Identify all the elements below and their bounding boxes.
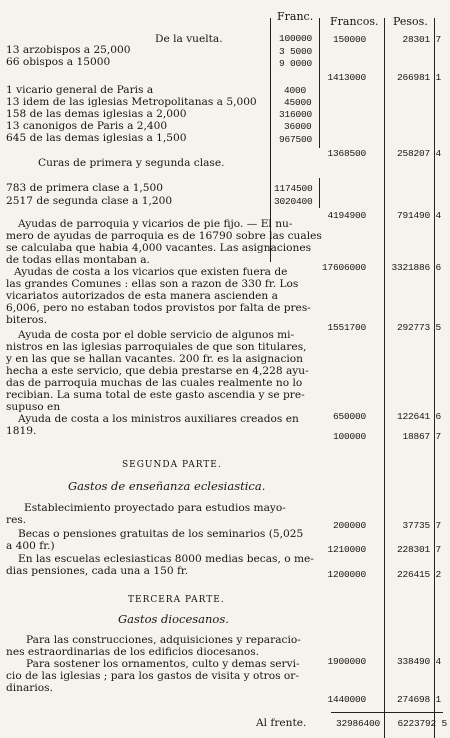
francos-0: 150000 bbox=[332, 34, 366, 45]
line-aux-1: Ayuda de costa a los ministros auxiliares creados en bbox=[18, 413, 299, 425]
line-primera: 783 de primera clase a 1,500 bbox=[6, 182, 164, 194]
line-demas2000: 158 de las demas iglesias a 2,000 bbox=[6, 108, 187, 120]
francos-7: 100000 bbox=[332, 431, 366, 442]
line-canonigos: 13 canonigos de Paris a 2,400 bbox=[6, 120, 168, 132]
line-estab-2: res. bbox=[6, 514, 27, 526]
line-obis: 66 obispos a 15000 bbox=[6, 56, 111, 68]
rule-sub-right bbox=[319, 18, 320, 148]
pesos-8: 37735 7 bbox=[402, 520, 441, 531]
heading-gastos-diocesanos: Gastos diocesanos. bbox=[118, 612, 229, 626]
line-demas1500: 645 de las demas iglesias a 1,500 bbox=[6, 132, 187, 144]
sub-canonigos: 36000 bbox=[284, 121, 312, 132]
pesos-0: 28301 7 bbox=[402, 34, 441, 45]
line-arz: 13 arzobispos a 25,000 bbox=[6, 44, 131, 56]
francos-9: 1210000 bbox=[327, 544, 366, 555]
rule-total bbox=[331, 712, 443, 713]
sub-idem: 45000 bbox=[284, 97, 312, 108]
sub-demas1500: 967500 bbox=[279, 134, 313, 145]
rule-pesos-cents bbox=[434, 18, 435, 738]
francos-4: 17606000 bbox=[321, 262, 366, 273]
line-becas-2: a 400 fr.) bbox=[6, 540, 55, 552]
heading-segunda-parte: SEGUNDA PARTE. bbox=[122, 460, 222, 470]
line-costa-4: 6,006, pero no estaban todos provistos por falta de pres- bbox=[6, 302, 311, 314]
rule-sub-right-2 bbox=[319, 178, 320, 208]
line-doble-1: Ayuda de costa por el doble servicio de algunos mi- bbox=[18, 329, 295, 341]
line-escuelas-2: dias pensiones, cada una a 150 fr. bbox=[6, 565, 189, 577]
francos-total: 32986400 bbox=[335, 718, 380, 729]
francos-11: 1900000 bbox=[327, 656, 366, 667]
sub-primera: 1174500 bbox=[274, 183, 313, 194]
francos-2: 1368500 bbox=[327, 148, 366, 159]
line-doble-5: das de parroquia muchas de las cuales realmente no lo bbox=[6, 377, 303, 389]
pesos-1: 266981 1 bbox=[396, 72, 441, 83]
francos-12: 1440000 bbox=[327, 694, 366, 705]
line-al-frente: Al frente. bbox=[256, 717, 307, 729]
line-costa-3: vicariatos autorizados de esta manera ascienden a bbox=[6, 290, 278, 302]
line-estab-1: Establecimiento proyectado para estudios mayo- bbox=[24, 502, 286, 514]
pesos-5: 292773 5 bbox=[396, 322, 441, 333]
sub-demas2000: 316000 bbox=[279, 109, 313, 120]
line-constr-1: Para las construcciones, adquisiciones y reparacio- bbox=[26, 634, 301, 646]
sub-segunda: 3020400 bbox=[274, 196, 313, 207]
francos-10: 1200000 bbox=[327, 569, 366, 580]
sub-arz: 100000 bbox=[279, 33, 313, 44]
line-ayudas-4: de todas ellas montaban a. bbox=[6, 254, 150, 266]
line-doble-2: nistros en las iglesias parroquiales de que son titulares, bbox=[6, 341, 307, 353]
line-ayudas-3: se calculaba que habia 4,000 vacantes. Las asignaciones bbox=[6, 242, 312, 254]
sub-obis2: 9 0000 bbox=[279, 58, 313, 69]
pesos-total: 6223792 5 bbox=[397, 718, 447, 729]
francos-3: 4194900 bbox=[327, 210, 366, 221]
pesos-9: 228301 7 bbox=[396, 544, 441, 555]
pesos-2: 258207 4 bbox=[396, 148, 441, 159]
line-costa-1: Ayudas de costa a los vicarios que existen fuera de bbox=[14, 266, 288, 278]
line-ayudas-2: mero de ayudas de parroquia es de 16790 sobre las cuales bbox=[6, 230, 322, 242]
francos-6: 650000 bbox=[332, 411, 366, 422]
line-escuelas-1: En las escuelas eclesiasticas 8000 medias becas, o me- bbox=[18, 553, 314, 565]
line-costa-2: las grandes Comunes : ellas son a razon de 330 fr. Los bbox=[6, 278, 299, 290]
header-pesos: Pesos. bbox=[393, 15, 428, 28]
line-orn-2: cio de las iglesias ; para los gastos de visita y otros or- bbox=[6, 670, 299, 682]
sub-obis: 3 5000 bbox=[279, 46, 313, 57]
line-vicario: 1 vicario general de Paris a bbox=[6, 84, 154, 96]
francos-1: 1413000 bbox=[327, 72, 366, 83]
line-doble-4: hecha a este servicio, que debia prestarse en 4,228 ayu- bbox=[6, 365, 309, 377]
heading-tercera-parte: TERCERA PARTE. bbox=[128, 595, 225, 605]
line-doble-7: supuso en bbox=[6, 401, 61, 413]
pesos-7: 18867 7 bbox=[402, 431, 441, 442]
pesos-11: 338490 4 bbox=[396, 656, 441, 667]
francos-8: 200000 bbox=[332, 520, 366, 531]
line-curas: Curas de primera y segunda clase. bbox=[38, 157, 225, 169]
pesos-6: 122641 6 bbox=[396, 411, 441, 422]
line-doble-6: recibian. La suma total de este gasto ascendia y se pre- bbox=[6, 389, 305, 401]
pesos-3: 791490 4 bbox=[396, 210, 441, 221]
header-francos: Francos. bbox=[330, 15, 379, 28]
line-becas-1: Becas o pensiones gratuitas de los seminarios (5,025 bbox=[18, 528, 304, 540]
pesos-10: 226415 2 bbox=[396, 569, 441, 580]
line-orn-3: dinarios. bbox=[6, 682, 53, 694]
pesos-12: 274698 1 bbox=[396, 694, 441, 705]
header-franc: Franc. bbox=[277, 10, 314, 23]
sub-vicario: 4000 bbox=[284, 85, 307, 96]
pesos-4: 3321886 6 bbox=[391, 262, 441, 273]
line-orn-1: Para sostener los ornamentos, culto y demas servi- bbox=[26, 658, 300, 670]
line-costa-5: biteros. bbox=[6, 314, 47, 326]
line-idem: 13 idem de las iglesias Metropolitanas a 5,000 bbox=[6, 96, 257, 108]
line-constr-2: nes estraordinarias de los edificios diocesanos. bbox=[6, 646, 260, 658]
line-doble-3: y en las que se hallan vacantes. 200 fr. es la asignacion bbox=[6, 353, 303, 365]
rule-francos bbox=[384, 18, 385, 738]
heading-gastos-ensenanza: Gastos de enseñanza eclesiastica. bbox=[68, 479, 266, 493]
line-aux-2: 1819. bbox=[6, 425, 37, 437]
line-vuelta: De la vuelta. bbox=[155, 33, 223, 45]
line-segunda: 2517 de segunda clase a 1,200 bbox=[6, 195, 173, 207]
francos-5: 1551700 bbox=[327, 322, 366, 333]
line-ayudas-1: Ayudas de parroquia y vicarios de pie fijo. — El nu- bbox=[18, 218, 293, 230]
